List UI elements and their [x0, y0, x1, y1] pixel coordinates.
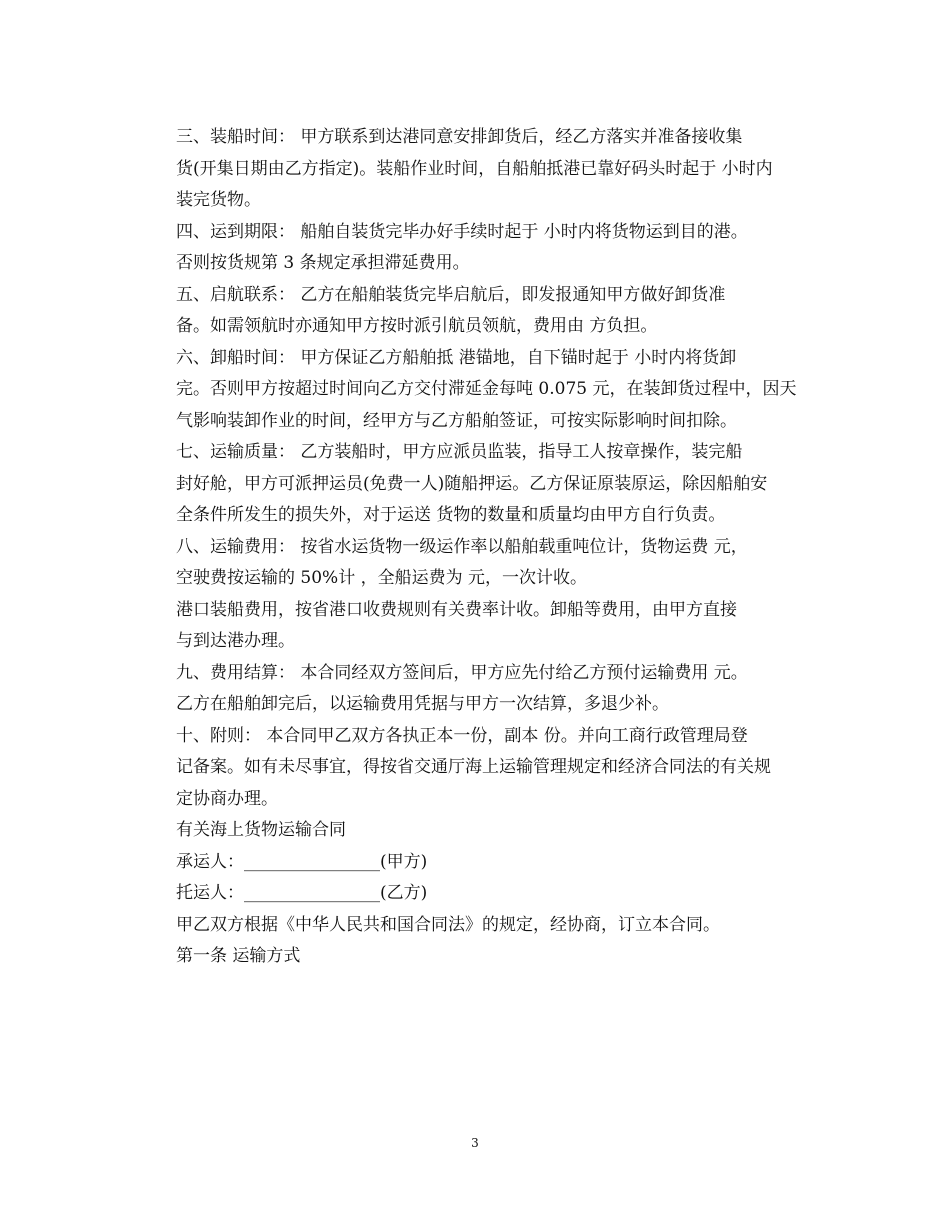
text-line: 承运人：________________(甲方)	[176, 851, 428, 872]
text-line: 七、运输质量： 乙方装船时，甲方应派员监装，指导工人按章操作，装完船	[176, 442, 743, 462]
text-line: 五、启航联系： 乙方在船舶装货完毕启航后，即发报通知甲方做好卸货准	[176, 284, 726, 305]
paragraph	[144, 532, 804, 595]
paragraph	[144, 815, 804, 847]
text-line: 十、附则： 本合同甲乙双方各执正本一份，副本 份。并向工商行政管理局登	[176, 725, 748, 746]
page-number: 3	[471, 1136, 479, 1150]
paragraph	[144, 595, 804, 658]
text-line: 乙方在船舶卸完后，以运输费用凭据与甲方一次结算，多退少补。	[176, 694, 669, 714]
text-line: 货(开集日期由乙方指定)。装船作业时间，自船舶抵港已靠好码头时起于 小时内	[176, 158, 773, 179]
paragraph	[144, 910, 804, 942]
text-line: 甲乙双方根据《中华人民共和国合同法》的规定，经协商，订立本合同。	[176, 914, 720, 935]
paragraph	[144, 343, 804, 438]
text-line: 六、卸船时间： 甲方保证乙方船舶抵 港锚地，自下锚时起于 小时内将货卸	[176, 347, 737, 368]
paragraph	[144, 721, 804, 816]
text-line: 装完货物。	[176, 190, 261, 210]
paragraph	[144, 847, 804, 879]
text-line: 空驶费按运输的 50%计 ，全船运费为 元，一次计收。	[176, 568, 587, 588]
text-line: 与到达港办理。	[176, 631, 295, 651]
text-line: 备。如需领航时亦通知甲方按时派引航员领航，费用由 方负担。	[176, 316, 658, 336]
text-line: 记备案。如有未尽事宜，得按省交通厅海上运输管理规定和经济合同法的有关规	[176, 757, 771, 777]
text-line: 第一条 运输方式	[176, 946, 301, 966]
text-line: 四、运到期限： 船舶自装货完毕办好手续时起于 小时内将货物运到目的港。	[176, 221, 748, 242]
paragraph	[144, 941, 804, 973]
paragraph	[144, 280, 804, 343]
text-line: 完。否则甲方按超过时间向乙方交付滞延金每吨 0.075 元，在装卸货过程中，因天	[176, 379, 797, 399]
paragraph	[144, 658, 804, 721]
text-line: 托运人：________________(乙方)	[176, 883, 428, 903]
paragraph	[144, 217, 804, 280]
text-line: 三、装船时间： 甲方联系到达港同意安排卸货后，经乙方落实并准备接收集	[176, 127, 743, 147]
text-line: 气影响装卸作业的时间，经甲方与乙方船舶签证，可按实际影响时间扣除。	[176, 410, 737, 431]
paragraph	[144, 878, 804, 910]
paragraph	[144, 122, 804, 217]
text-line: 否则按货规第 3 条规定承担滞延费用。	[176, 253, 470, 273]
text-line: 有关海上货物运输合同	[176, 820, 346, 840]
text-line: 九、费用结算： 本合同经双方签间后，甲方应先付给乙方预付运输费用 元。	[176, 662, 748, 683]
text-line: 封好舱，甲方可派押运员(免费一人)随船押运。乙方保证原装原运，除因船舶安	[176, 473, 768, 494]
text-line: 港口装船费用，按省港口收费规则有关费率计收。卸船等费用，由甲方直接	[176, 599, 737, 620]
text-line: 定协商办理。	[176, 788, 278, 809]
text-line: 八、运输费用： 按省水运货物一级运作率以船舶载重吨位计，货物运费 元，	[176, 536, 748, 557]
paragraph	[144, 437, 804, 532]
document-body	[144, 122, 804, 973]
text-line: 全条件所发生的损失外，对于运送 货物的数量和质量均由甲方自行负责。	[176, 505, 726, 525]
